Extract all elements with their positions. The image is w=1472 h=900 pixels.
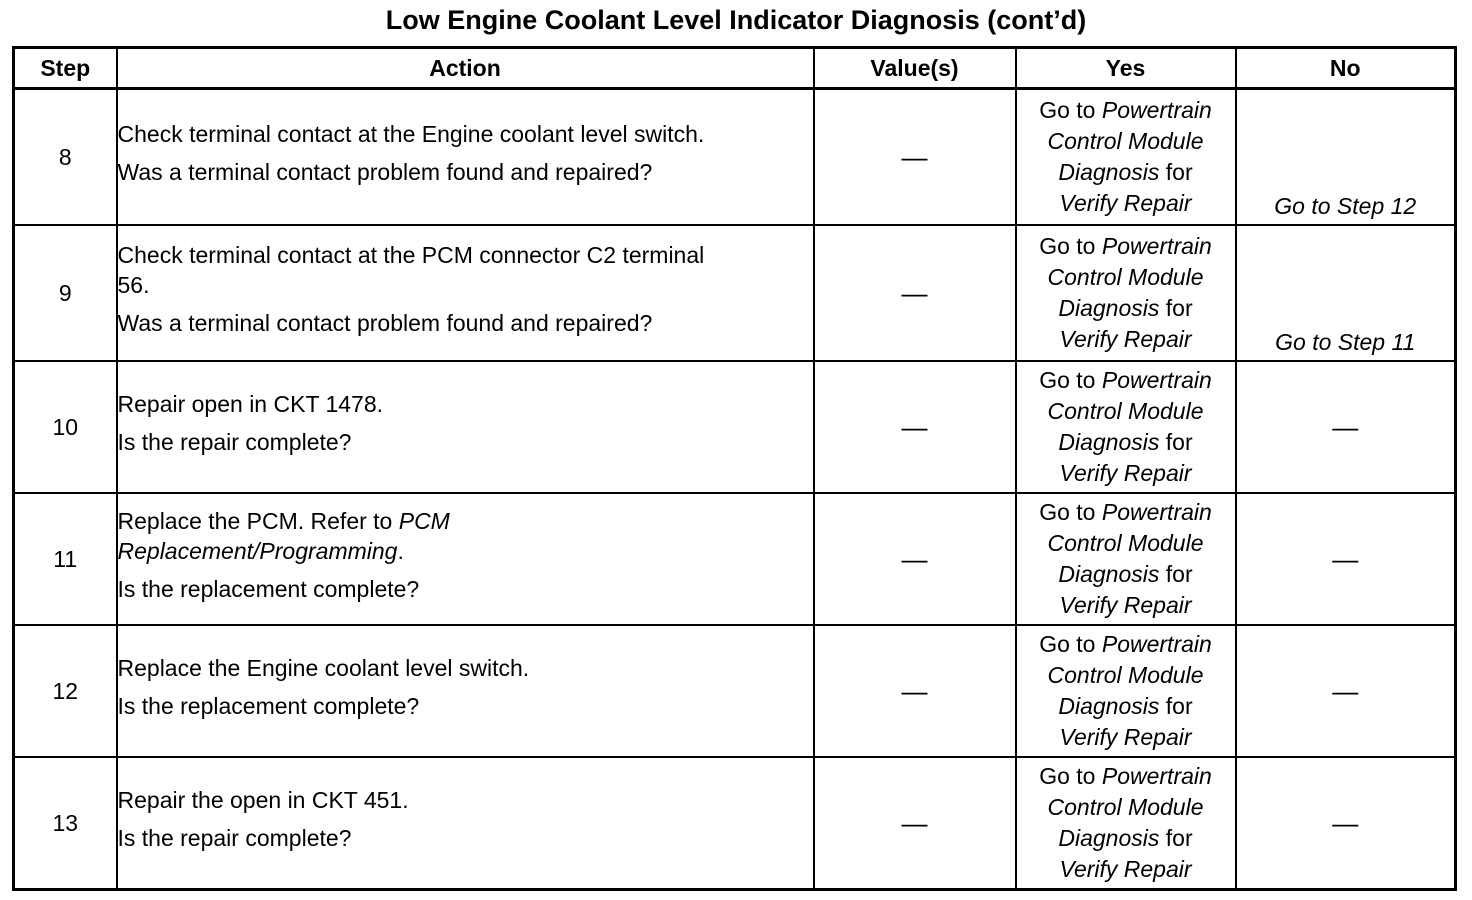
yes-ref-powertrain: Powertrain (1101, 763, 1212, 789)
yes-cell (1016, 625, 1236, 757)
action-cell (117, 625, 814, 757)
step-number: 9 (14, 225, 117, 361)
value-cell: — (814, 493, 1016, 625)
yes-ref-verify-repair: Verify Repair (1059, 190, 1192, 216)
yes-go-to: Go to (1039, 499, 1102, 525)
yes-go-to: Go to (1039, 97, 1102, 123)
yes-for: for (1159, 693, 1193, 719)
yes-ref-diagnosis: Diagnosis (1058, 561, 1160, 587)
value-cell: — (814, 757, 1016, 890)
yes-go-to: Go to (1039, 763, 1102, 789)
no-cell: Go to Step 11 (1236, 225, 1456, 361)
yes-ref-diagnosis: Diagnosis (1058, 825, 1160, 851)
header-step: Step (14, 48, 117, 89)
action-cell (117, 89, 814, 226)
no-cell: Go to Step 12 (1236, 89, 1456, 226)
value-cell: — (814, 89, 1016, 226)
value-cell: — (814, 625, 1016, 757)
action-instruction-end: . (397, 538, 404, 564)
yes-for: for (1159, 159, 1193, 185)
step-number: 12 (14, 625, 117, 757)
yes-for: for (1159, 429, 1193, 455)
yes-cell (1016, 493, 1236, 625)
action-question: Was a terminal contact problem found and repaired? (117, 159, 653, 185)
step-number: 10 (14, 361, 117, 493)
header-no: No (1236, 48, 1456, 89)
yes-ref-powertrain: Powertrain (1101, 499, 1212, 525)
table-row (14, 89, 1456, 226)
action-instruction: Repair open in CKT 1478. (117, 391, 384, 417)
yes-ref-powertrain: Powertrain (1101, 367, 1212, 393)
header-value: Value(s) (814, 48, 1016, 89)
action-question: Was a terminal contact problem found and repaired? (117, 310, 653, 336)
step-number: 8 (14, 89, 117, 226)
yes-for: for (1159, 561, 1193, 587)
action-instruction (118, 506, 813, 566)
action-question: Is the replacement complete? (117, 693, 420, 719)
table-row (14, 361, 1456, 493)
action-reference: PCM Replacement/Programming (117, 508, 450, 564)
yes-ref-verify-repair: Verify Repair (1059, 460, 1192, 486)
yes-for: for (1159, 295, 1193, 321)
yes-ref-powertrain: Powertrain (1101, 97, 1212, 123)
value-cell: — (814, 361, 1016, 493)
diagnosis-table (12, 46, 1457, 891)
yes-ref-verify-repair: Verify Repair (1059, 724, 1192, 750)
table-row (14, 493, 1456, 625)
yes-ref-control-module: Control Module (1047, 794, 1204, 820)
table-header-row (14, 48, 1456, 89)
no-cell: — (1236, 625, 1456, 757)
action-cell (117, 757, 814, 890)
yes-ref-control-module: Control Module (1047, 128, 1204, 154)
yes-ref-diagnosis: Diagnosis (1058, 295, 1160, 321)
action-question: Is the replacement complete? (117, 576, 420, 602)
yes-cell (1016, 361, 1236, 493)
yes-ref-verify-repair: Verify Repair (1059, 592, 1192, 618)
yes-cell (1016, 89, 1236, 226)
yes-for: for (1159, 825, 1193, 851)
table-row (14, 625, 1456, 757)
action-cell (117, 493, 814, 625)
table-row (14, 225, 1456, 361)
yes-ref-powertrain: Powertrain (1101, 233, 1212, 259)
yes-ref-diagnosis: Diagnosis (1058, 693, 1160, 719)
yes-cell (1016, 757, 1236, 890)
table-row (14, 757, 1456, 890)
no-cell: — (1236, 361, 1456, 493)
header-yes: Yes (1016, 48, 1236, 89)
action-instruction-text: Replace the PCM. Refer to (117, 508, 399, 534)
step-number: 13 (14, 757, 117, 890)
yes-ref-control-module: Control Module (1047, 662, 1204, 688)
yes-cell (1016, 225, 1236, 361)
action-instruction: Check terminal contact at the PCM connector C2 terminal 56. (117, 242, 705, 298)
yes-ref-control-module: Control Module (1047, 530, 1204, 556)
action-cell (117, 361, 814, 493)
step-number: 11 (14, 493, 117, 625)
no-cell: — (1236, 757, 1456, 890)
yes-go-to: Go to (1039, 631, 1102, 657)
action-instruction: Check terminal contact at the Engine coolant level switch. (117, 121, 705, 147)
header-action: Action (117, 48, 814, 89)
yes-ref-control-module: Control Module (1047, 264, 1204, 290)
value-cell: — (814, 225, 1016, 361)
action-instruction: Replace the Engine coolant level switch. (117, 655, 530, 681)
yes-go-to: Go to (1039, 233, 1102, 259)
action-question: Is the repair complete? (117, 429, 352, 455)
yes-ref-verify-repair: Verify Repair (1059, 326, 1192, 352)
yes-ref-diagnosis: Diagnosis (1058, 159, 1160, 185)
action-cell (117, 225, 814, 361)
yes-ref-powertrain: Powertrain (1101, 631, 1212, 657)
page-title: Low Engine Coolant Level Indicator Diagnosis (cont’d) (385, 5, 1087, 35)
no-cell: — (1236, 493, 1456, 625)
yes-ref-diagnosis: Diagnosis (1058, 429, 1160, 455)
yes-go-to: Go to (1039, 367, 1102, 393)
yes-ref-verify-repair: Verify Repair (1059, 856, 1192, 882)
yes-ref-control-module: Control Module (1047, 398, 1204, 424)
action-instruction: Repair the open in CKT 451. (117, 787, 409, 813)
action-question: Is the repair complete? (117, 825, 352, 851)
